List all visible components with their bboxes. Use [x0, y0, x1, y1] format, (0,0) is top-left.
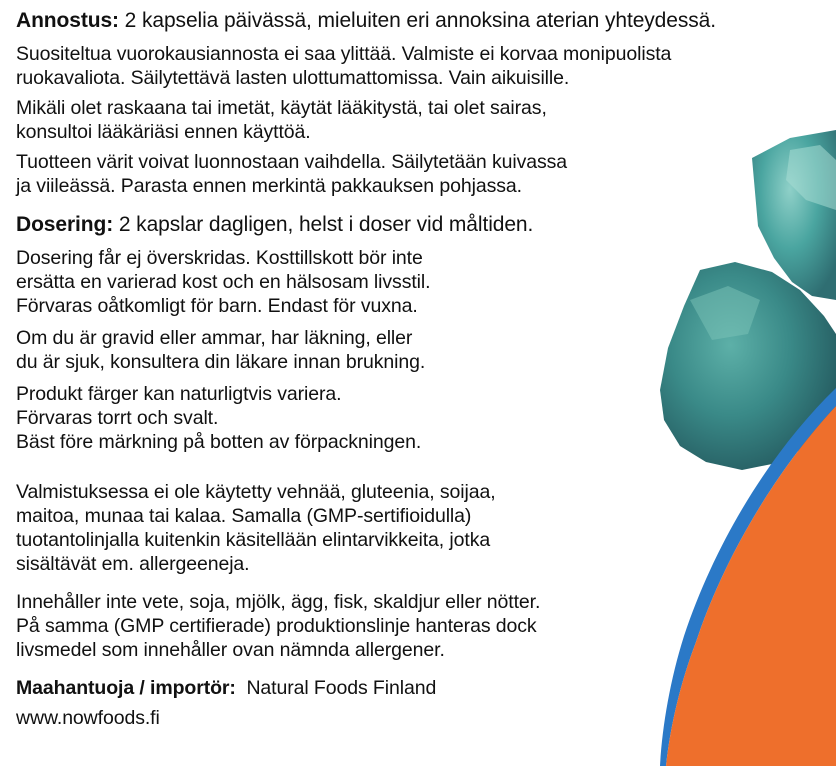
fi-pregnancy: Mikäli olet raskaana tai imetät, käytät lääkitystä, tai olet sairas, konsultoi lääkäriäsi ennen käyttöä.	[16, 97, 547, 143]
sv-pregnancy: Om du är gravid eller ammar, har läkning, eller du är sjuk, konsultera din läkare innan brukning.	[16, 327, 426, 373]
fi-warning: Suositeltua vuorokausiannosta ei saa ylittää. Valmiste ei korvaa monipuolista ruokavaliota. Säilytettävä lasten ulottumattomissa. Vain aikuisille.	[16, 43, 672, 89]
importer: Maahantuoja / importör: Natural Foods Finland	[16, 677, 437, 699]
label-text	[16, 8, 836, 730]
website: www.nowfoods.fi	[16, 707, 160, 729]
fi-allergens: Valmistuksessa ei ole käytetty vehnää, gluteenia, soijaa, maitoa, munaa tai kalaa. Samalla (GMP-sertifioidulla) tuotantolinjalla kuitenkin käsitellään elintarvikkeita, jotka sisältävät em. allergeeneja.	[16, 481, 496, 575]
sv-storage: Produkt färger kan naturligtvis variera. Förvaras torrt och svalt. Bäst före märkning på botten av förpackningen.	[16, 383, 422, 453]
fi-dosage: Annostus: 2 kapselia päivässä, mieluiten eri annoksina aterian yhteydessä.	[16, 9, 716, 32]
sv-warning: Dosering får ej överskridas. Kosttillskott bör inte ersätta en varierad kost och en hälsosam livsstil. Förvaras oåtkomligt för barn. Endast för vuxna.	[16, 247, 431, 317]
fi-storage: Tuotteen värit voivat luonnostaan vaihdella. Säilytetään kuivassa ja viileässä. Parasta ennen merkintä pakkauksen pohjassa.	[16, 151, 568, 197]
sv-dosage: Dosering: 2 kapslar dagligen, helst i doser vid måltiden.	[16, 213, 534, 236]
sv-allergens: Innehåller inte vete, soja, mjölk, ägg, fisk, skaldjur eller nötter. På samma (GMP certifierade) produktionslinje hanteras dock livsmedel som innehåller ovan nämnda allergener.	[16, 591, 541, 661]
